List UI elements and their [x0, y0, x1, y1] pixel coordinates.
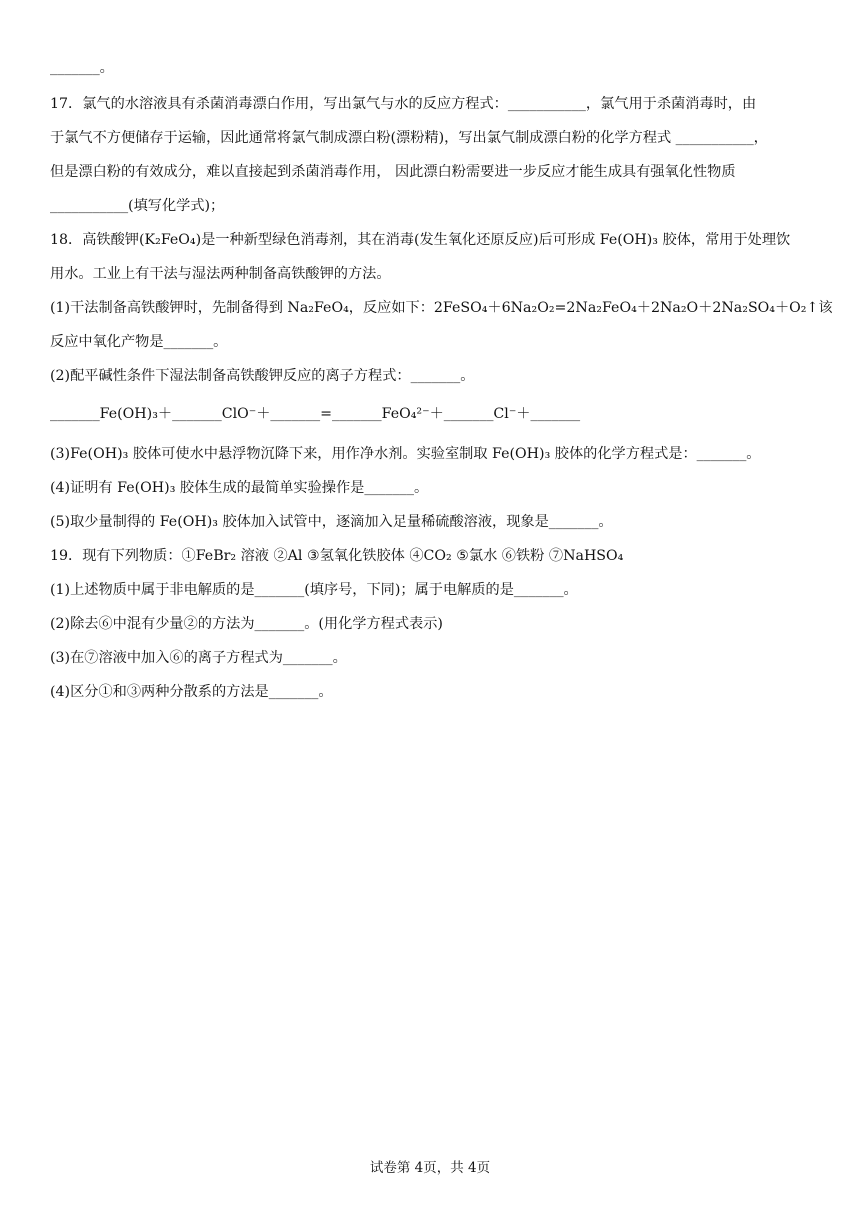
text-line: 反应中氧化产物是_______。: [50, 334, 228, 350]
text-line: (1)干法制备高铁酸钾时，先制备得到 Na₂FeO₄，反应如下：2FeSO₄＋6Na₂O₂=2Na₂FeO₄＋2Na₂O＋2Na₂SO₄＋O₂↑该: [50, 300, 833, 316]
text-line: (5)取少量制得的 Fe(OH)₃ 胶体加入试管中，逐滴加入足量稀硫酸溶液，现象是_______。: [50, 514, 613, 530]
text-line: (3)在⑦溶液中加入⑥的离子方程式为_______。: [50, 650, 347, 666]
text-line: (3)Fe(OH)₃ 胶体可使水中悬浮物沉降下来，用作净水剂。实验室制取 Fe(OH)₃ 胶体的化学方程式是：_______。: [50, 446, 761, 462]
text-line: ___________(填写化学式)；: [50, 198, 225, 214]
text-line: (1)上述物质中属于非电解质的是_______(填序号，下同)；属于电解质的是_______。: [50, 582, 578, 598]
text-line: (4)证明有 Fe(OH)₃ 胶体生成的最简单实验操作是_______。: [50, 480, 429, 496]
text-line: (4)区分①和③两种分散系的方法是_______。: [50, 684, 333, 700]
question-19-line: 19．现有下列物质：①FeBr₂ 溶液 ②Al ③氢氧化铁胶体 ④CO₂ ⑤氯水 ⑥铁粉 ⑦NaHSO₄: [50, 548, 624, 564]
text-line: 于氯气不方便储存于运输，因此通常将氯气制成漂白粉(漂粉精)，写出氯气制成漂白粉的化学方程式 ___________，: [50, 130, 768, 146]
text-line: (2)除去⑥中混有少量②的方法为_______。(用化学方程式表示): [50, 616, 443, 632]
question-18-line: 18．高铁酸钾(K₂FeO₄)是一种新型绿色消毒剂，其在消毒(发生氧化还原反应)后可形成 Fe(OH)₃ 胶体，常用于处理饮: [50, 232, 791, 248]
equation-line: _______Fe(OH)₃＋_______ClO⁻＋_______=_______FeO₄²⁻＋_______Cl⁻＋_______: [50, 406, 581, 422]
text-line: 但是漂白粉的有效成分，难以直接起到杀菌消毒作用， 因此漂白粉需要进一步反应才能生成具有强氧化性物质: [50, 164, 736, 180]
text-line: (2)配平碱性条件下湿法制备高铁酸钾反应的离子方程式：_______。: [50, 368, 475, 384]
text-line: 用水。工业上有干法与湿法两种制备高铁酸钾的方法。: [50, 266, 391, 282]
page-footer: 试卷第 4页，共 4页: [369, 1160, 491, 1176]
question-17-line: 17．氯气的水溶液具有杀菌消毒漂白作用，写出氯气与水的反应方程式：___________，氯气用于杀菌消毒时，由: [50, 96, 757, 112]
text-line: _______。: [50, 60, 114, 76]
